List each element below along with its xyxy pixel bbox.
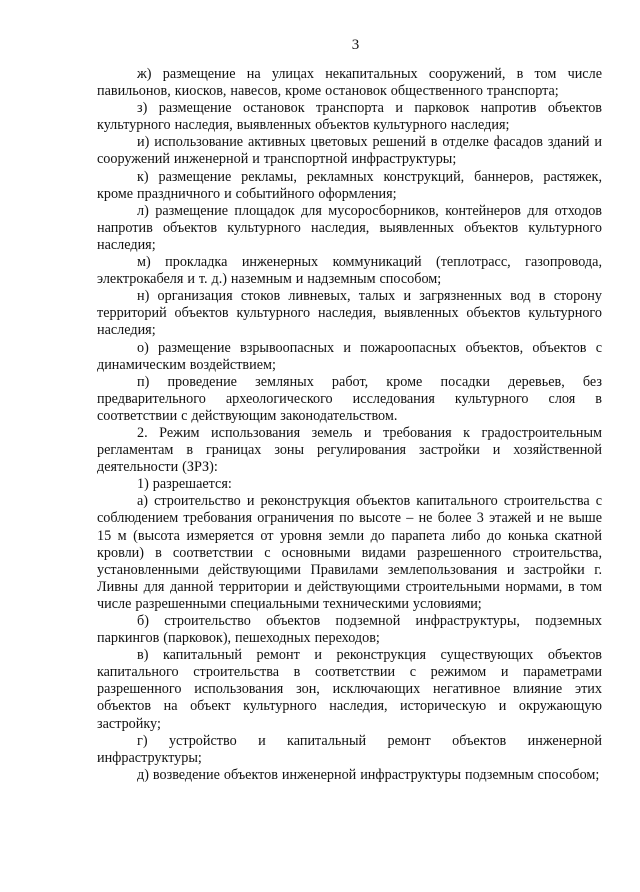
paragraph-k: к) размещение рекламы, рекламных конструкций, баннеров, растяжек, кроме праздничного и событийного оформления; [97, 168, 602, 202]
subsection-permitted: 1) разрешается: [137, 476, 232, 493]
paragraph-d: д) возведение объектов инженерной инфраструктуры подземным способом; [137, 766, 600, 783]
paragraph-l: л) размещение площадок для мусоросборников, контейнеров для отходов напротив объектов культурного наследия, выявленных объектов культурного наследия; [97, 202, 602, 253]
paragraph-a: а) строительство и реконструкция объектов капитального строительства с соблюдением требования ограничения по высоте – не более 3 этажей и не выше 15 м (высота измеряется от уровня земли до парапета либо до конька скатной кровли) в соответствии с основными видами разрешенного строительства, установленными действующими Правилами землепользования и застройки г. Ливны для данной территории и действующими строительными нормами, в том числе разрешенными специальными техническими условиями; [97, 493, 602, 612]
paragraph-z: з) размещение остановок транспорта и парковок напротив объектов культурного наследия, выявленных объектов культурного наследия; [97, 100, 602, 134]
paragraph-m: м) прокладка инженерных коммуникаций (теплотрасс, газопровода, электрокабеля и т. д.) наземным и надземным способом; [97, 254, 602, 288]
section-heading-2: 2. Режим использования земель и требования к градостроительным регламентам в границах зоны регулирования застройки и хозяйственной деятельности (ЗРЗ): [97, 424, 602, 476]
paragraph-o: о) размещение взрывоопасных и пожароопасных объектов, объектов с динамическим воздействием; [97, 339, 602, 373]
paragraph-i: и) использование активных цветовых решений в отделке фасадов зданий и сооружений инженерной и транспортной инфраструктуры; [97, 134, 602, 168]
paragraph-n: н) организация стоков ливневых, талых и загрязненных вод в сторону территорий объектов культурного наследия, выявленных объектов культурного наследия; [97, 288, 602, 339]
paragraph-g: г) устройство и капитальный ремонт объектов инженерной инфраструктуры; [97, 732, 602, 766]
paragraph-v: в) капитальный ремонт и реконструкция существующих объектов капитального строительства в соответствии с режимом и параметрами разрешенного использования зон, исключающих негативное влияние этих объектов на объект культурного наследия, историческую и окружающую застройку; [97, 647, 602, 732]
paragraph-b: б) строительство объектов подземной инфраструктуры, подземных паркингов (парковок), пешеходных переходов; [97, 613, 602, 647]
document-body [97, 66, 602, 784]
paragraph-p: п) проведение земляных работ, кроме посадки деревьев, без предварительного археологического исследования культурного слоя в соответствии с действующим законодательством. [97, 373, 602, 424]
paragraph-zh: ж) размещение на улицах некапитальных сооружений, в том числе павильонов, киосков, навесов, кроме остановок общественного транспорта; [97, 66, 602, 100]
page-number: 3 [351, 37, 360, 53]
